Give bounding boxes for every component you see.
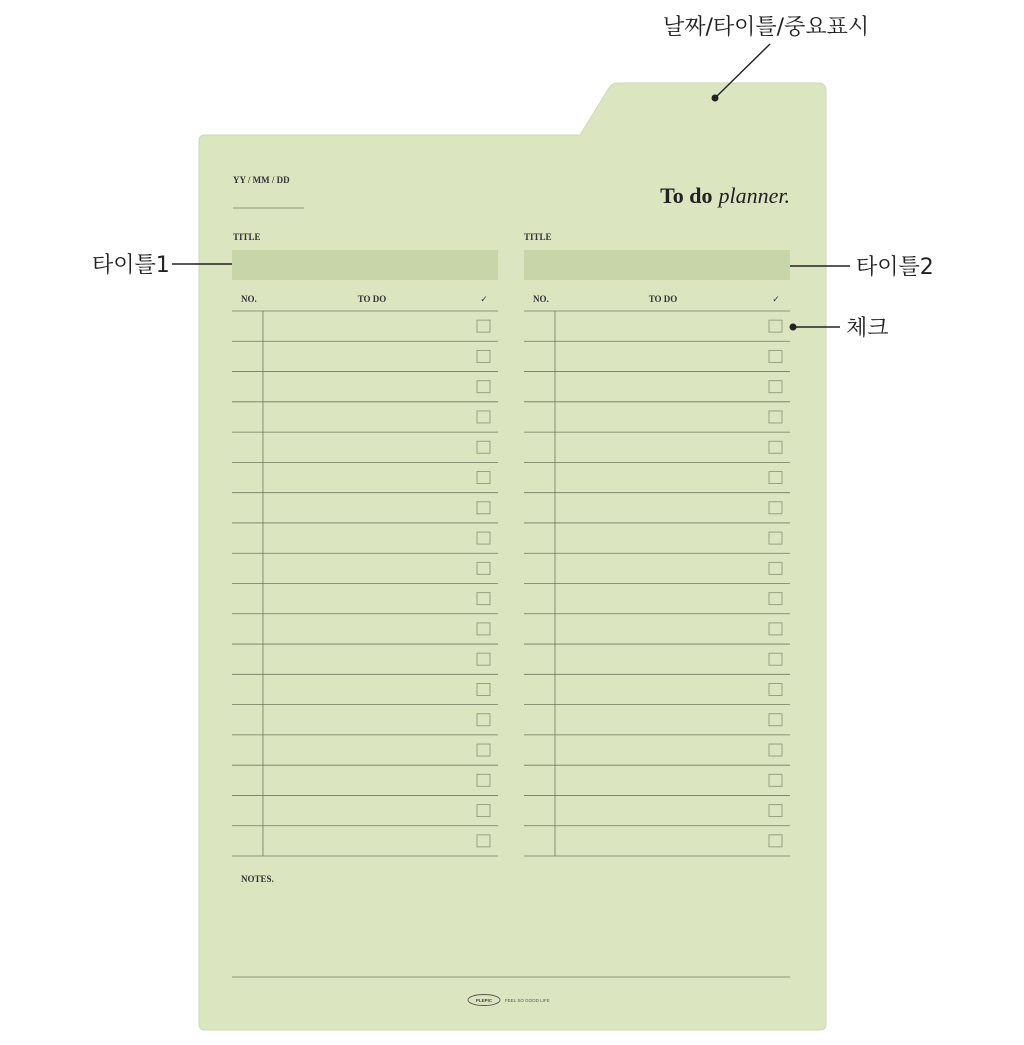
heading-italic: planner. xyxy=(718,183,790,208)
notes-label: NOTES. xyxy=(241,874,274,884)
no-header: NO. xyxy=(241,294,257,304)
planner-sheet xyxy=(199,83,826,1030)
heading-bold: To do xyxy=(660,183,713,208)
annotation-title2: 타이틀2 xyxy=(856,255,934,280)
check-header: ✓ xyxy=(772,295,780,305)
annotation-check: 체크 xyxy=(846,316,889,341)
brand-tagline: FEEL SO GOOD LIFE xyxy=(505,998,550,1003)
annotation-title1: 타이틀1 xyxy=(92,253,170,278)
date-label: YY / MM / DD xyxy=(233,175,290,185)
brand-logo-text: PLEPIC xyxy=(475,998,493,1003)
no-header: NO. xyxy=(533,294,549,304)
annotation-dot xyxy=(712,95,719,102)
planner-heading xyxy=(660,183,790,208)
title-input-1[interactable] xyxy=(232,250,498,280)
todo-header: TO DO xyxy=(357,294,387,304)
title-label: TITLE xyxy=(524,232,552,242)
title-input-2[interactable] xyxy=(524,250,790,280)
todo-header: TO DO xyxy=(648,294,678,304)
annotation-dot xyxy=(790,324,797,331)
title-label: TITLE xyxy=(233,232,261,242)
annotation-date-title-important: 날짜/타이틀/중요표시 xyxy=(663,15,870,40)
check-header: ✓ xyxy=(480,295,488,305)
